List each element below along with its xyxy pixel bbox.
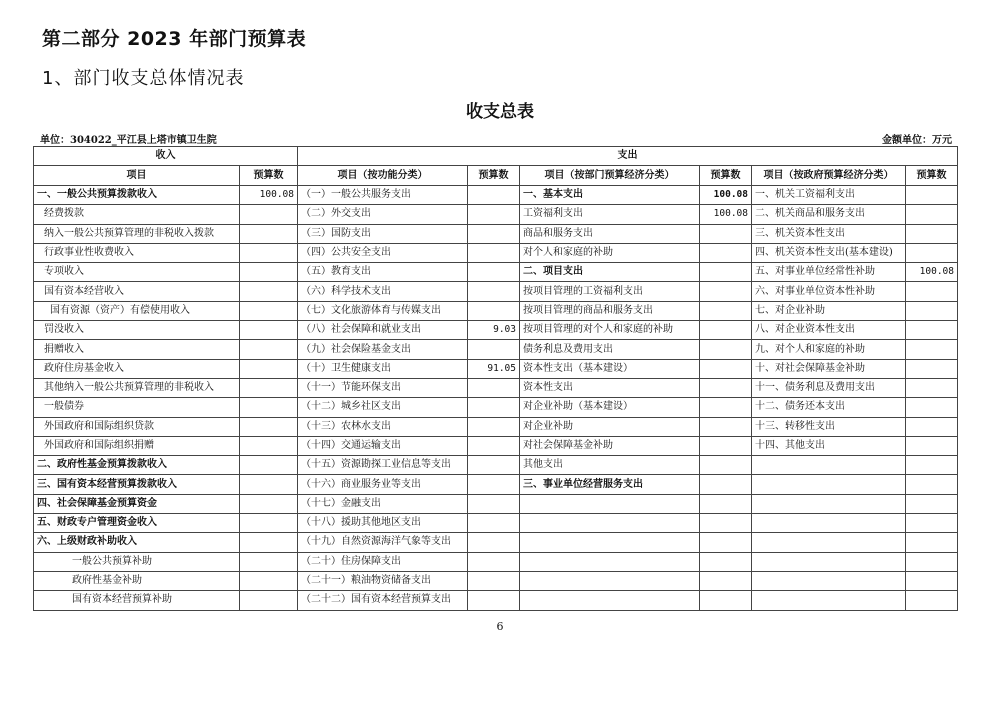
budget-amount-cell [240,282,298,301]
budget-amount-cell [700,340,752,359]
budget-amount-cell [240,321,298,340]
item-cell: 其他纳入一般公共预算管理的非税收入 [34,378,240,397]
part-title: 第二部分 2023 年部门预算表 [42,28,307,50]
item-cell: 工资福利支出 [520,205,700,224]
item-cell: （十七）金融支出 [298,494,468,513]
item-cell [752,456,906,475]
table-row [34,321,958,340]
item-cell: 资本性支出（基本建设） [520,359,700,378]
item-cell: 国有资源（资产）有偿使用收入 [34,301,240,320]
item-cell: 专项收入 [34,263,240,282]
budget-amount-cell: 100.08 [700,205,752,224]
budget-amount-cell [240,243,298,262]
budget-amount-cell [468,552,520,571]
item-cell: （十八）援助其他地区支出 [298,514,468,533]
budget-amount-cell [468,417,520,436]
budget-amount-cell [700,514,752,533]
item-cell: （十四）交通运输支出 [298,436,468,455]
item-cell: （二）外交支出 [298,205,468,224]
item-cell: （十三）农林水支出 [298,417,468,436]
item-cell: （三）国防支出 [298,224,468,243]
table-row [34,552,958,571]
item-cell: 十、对社会保障基金补助 [752,359,906,378]
budget-amount-cell [906,456,958,475]
item-cell: 按项目管理的工资福利支出 [520,282,700,301]
table-title: 收支总表 [466,102,534,122]
item-cell: 三、事业单位经营服务支出 [520,475,700,494]
budget-amount-cell [700,571,752,590]
item-cell [520,571,700,590]
item-cell: 二、机关商品和服务支出 [752,205,906,224]
budget-amount-cell [240,552,298,571]
item-cell: 五、对事业单位经常性补助 [752,263,906,282]
budget-amount-cell [906,243,958,262]
item-cell: 经费拨款 [34,205,240,224]
budget-amount-cell [700,552,752,571]
budget-amount-cell [240,378,298,397]
column-header: 项目 [34,166,240,186]
table-row [34,533,958,552]
table-row [34,591,958,610]
item-cell: （一）一般公共服务支出 [298,186,468,205]
budget-amount-cell [240,475,298,494]
table-row [34,417,958,436]
item-cell: 二、项目支出 [520,263,700,282]
item-cell: （十六）商业服务业等支出 [298,475,468,494]
item-cell [752,591,906,610]
item-cell [752,475,906,494]
budget-amount-cell [700,224,752,243]
budget-amount-cell [468,475,520,494]
budget-amount-cell [240,359,298,378]
item-cell [752,571,906,590]
item-cell: （十一）节能环保支出 [298,378,468,397]
item-cell [752,552,906,571]
budget-amount-cell [700,494,752,513]
item-cell: （十二）城乡社区支出 [298,398,468,417]
budget-amount-cell [700,436,752,455]
budget-amount-cell [906,301,958,320]
item-cell [752,514,906,533]
item-cell: 一般公共预算补助 [34,552,240,571]
item-cell: 商品和服务支出 [520,224,700,243]
table-row [34,340,958,359]
budget-amount-cell [700,533,752,552]
budget-amount-cell [906,398,958,417]
table-row [34,359,958,378]
budget-amount-cell [906,417,958,436]
budget-amount-cell [700,378,752,397]
item-cell: 七、对企业补助 [752,301,906,320]
budget-amount-cell [468,398,520,417]
item-cell: 外国政府和国际组织贷款 [34,417,240,436]
budget-amount-cell [906,205,958,224]
item-cell: （十）卫生健康支出 [298,359,468,378]
budget-amount-cell [240,340,298,359]
item-cell: 外国政府和国际组织捐赠 [34,436,240,455]
budget-amount-cell [906,571,958,590]
table-row [34,378,958,397]
item-cell: 十三、转移性支出 [752,417,906,436]
budget-amount-cell [240,301,298,320]
budget-amount-cell [240,436,298,455]
budget-amount-cell [468,205,520,224]
budget-amount-cell [700,263,752,282]
item-cell: 债务利息及费用支出 [520,340,700,359]
budget-amount-cell [240,417,298,436]
table-row [34,243,958,262]
amount-unit-label: 金额单位：万元 [882,135,952,146]
item-cell: （九）社会保险基金支出 [298,340,468,359]
table-row [34,263,958,282]
budget-amount-cell: 100.08 [240,186,298,205]
budget-amount-cell [240,571,298,590]
item-cell: 一般债券 [34,398,240,417]
budget-amount-cell [700,359,752,378]
column-header: 预算数 [906,166,958,186]
budget-amount-cell [468,436,520,455]
budget-amount-cell [906,186,958,205]
item-cell: 对企业补助 [520,417,700,436]
column-header: 项目（按功能分类） [298,166,468,186]
budget-amount-cell [468,186,520,205]
table-row [34,571,958,590]
budget-amount-cell [468,224,520,243]
section-title: 1、部门收支总体情况表 [42,68,245,89]
budget-amount-cell [906,359,958,378]
column-header-row [34,166,958,186]
budget-amount-cell [906,494,958,513]
budget-amount-cell [906,552,958,571]
item-cell: （二十）住房保障支出 [298,552,468,571]
item-cell [520,514,700,533]
budget-amount-cell [240,456,298,475]
budget-amount-cell [906,514,958,533]
budget-amount-cell [240,494,298,513]
budget-amount-cell [906,475,958,494]
budget-amount-cell [240,398,298,417]
item-cell: 捐赠收入 [34,340,240,359]
item-cell: 按项目管理的对个人和家庭的补助 [520,321,700,340]
table-row [34,186,958,205]
item-cell: 国有资本经营预算补助 [34,591,240,610]
table-row [34,436,958,455]
budget-amount-cell [468,514,520,533]
item-cell: （五）教育支出 [298,263,468,282]
budget-amount-cell [240,514,298,533]
item-cell: 资本性支出 [520,378,700,397]
item-cell: （十九）自然资源海洋气象等支出 [298,533,468,552]
budget-amount-cell [906,591,958,610]
budget-amount-cell [700,301,752,320]
item-cell: 二、政府性基金预算拨款收入 [34,456,240,475]
budget-amount-cell [700,243,752,262]
budget-amount-cell [240,533,298,552]
item-cell [520,552,700,571]
item-cell: 四、社会保障基金预算资金 [34,494,240,513]
item-cell: 十二、债务还本支出 [752,398,906,417]
table-row [34,398,958,417]
item-cell: 一、基本支出 [520,186,700,205]
column-header: 预算数 [468,166,520,186]
budget-amount-cell [906,533,958,552]
item-cell: 十一、债务利息及费用支出 [752,378,906,397]
item-cell: 政府住房基金收入 [34,359,240,378]
table-row [34,494,958,513]
budget-summary-table [33,146,958,611]
item-cell: 罚没收入 [34,321,240,340]
item-cell [520,533,700,552]
item-cell: （四）公共安全支出 [298,243,468,262]
budget-amount-cell: 9.03 [468,321,520,340]
item-cell: 六、上级财政补助收入 [34,533,240,552]
budget-amount-cell [468,340,520,359]
budget-amount-cell [240,205,298,224]
item-cell: 一、一般公共预算拨款收入 [34,186,240,205]
budget-amount-cell [906,321,958,340]
table-row [34,282,958,301]
budget-amount-cell [468,456,520,475]
column-header: 项目（按政府预算经济分类） [752,166,906,186]
item-cell: 三、国有资本经营预算拨款收入 [34,475,240,494]
column-header: 预算数 [700,166,752,186]
budget-amount-cell: 100.08 [700,186,752,205]
item-cell: 对企业补助（基本建设） [520,398,700,417]
budget-amount-cell [906,282,958,301]
table-row [34,205,958,224]
budget-amount-cell [906,340,958,359]
budget-amount-cell [700,282,752,301]
expense-group-header: 支出 [298,147,958,166]
budget-amount-cell [700,398,752,417]
budget-amount-cell [240,263,298,282]
item-cell: 行政事业性收费收入 [34,243,240,262]
table-row [34,224,958,243]
item-cell: 六、对事业单位资本性补助 [752,282,906,301]
table-row [34,514,958,533]
table-row [34,456,958,475]
item-cell: 九、对个人和家庭的补助 [752,340,906,359]
item-cell: 国有资本经营收入 [34,282,240,301]
item-cell [752,533,906,552]
item-cell: 八、对企业资本性支出 [752,321,906,340]
item-cell: 一、机关工资福利支出 [752,186,906,205]
unit-label: 单位：304022_平江县上塔市镇卫生院 [40,135,217,146]
item-cell [520,494,700,513]
budget-amount-cell [700,456,752,475]
table-row [34,301,958,320]
budget-amount-cell: 100.08 [906,263,958,282]
column-header: 预算数 [240,166,298,186]
item-cell: （八）社会保障和就业支出 [298,321,468,340]
item-cell: （二十一）粮油物资储备支出 [298,571,468,590]
item-cell: （七）文化旅游体育与传媒支出 [298,301,468,320]
item-cell: 按项目管理的商品和服务支出 [520,301,700,320]
item-cell: 四、机关资本性支出(基本建设) [752,243,906,262]
budget-amount-cell [906,378,958,397]
budget-amount-cell [240,224,298,243]
budget-amount-cell: 91.05 [468,359,520,378]
budget-amount-cell [468,378,520,397]
item-cell: （十五）资源勘探工业信息等支出 [298,456,468,475]
item-cell [752,494,906,513]
table-row [34,475,958,494]
budget-amount-cell [906,224,958,243]
budget-amount-cell [906,436,958,455]
budget-amount-cell [700,475,752,494]
item-cell: 对社会保障基金补助 [520,436,700,455]
item-cell: 三、机关资本性支出 [752,224,906,243]
item-cell: 政府性基金补助 [34,571,240,590]
budget-amount-cell [468,301,520,320]
item-cell: 对个人和家庭的补助 [520,243,700,262]
budget-amount-cell [468,571,520,590]
budget-amount-cell [700,321,752,340]
item-cell: 其他支出 [520,456,700,475]
item-cell: 五、财政专户管理资金收入 [34,514,240,533]
budget-amount-cell [468,591,520,610]
budget-amount-cell [468,533,520,552]
budget-amount-cell [240,591,298,610]
budget-amount-cell [468,494,520,513]
budget-amount-cell [468,263,520,282]
item-cell: 十四、其他支出 [752,436,906,455]
item-cell: （二十二）国有资本经营预算支出 [298,591,468,610]
budget-amount-cell [468,243,520,262]
budget-amount-cell [468,282,520,301]
page-number: 6 [496,620,504,633]
item-cell: 纳入一般公共预算管理的非税收入拨款 [34,224,240,243]
item-cell: （六）科学技术支出 [298,282,468,301]
income-group-header: 收入 [34,147,298,166]
item-cell [520,591,700,610]
budget-amount-cell [700,591,752,610]
column-header: 项目（按部门预算经济分类） [520,166,700,186]
budget-amount-cell [700,417,752,436]
